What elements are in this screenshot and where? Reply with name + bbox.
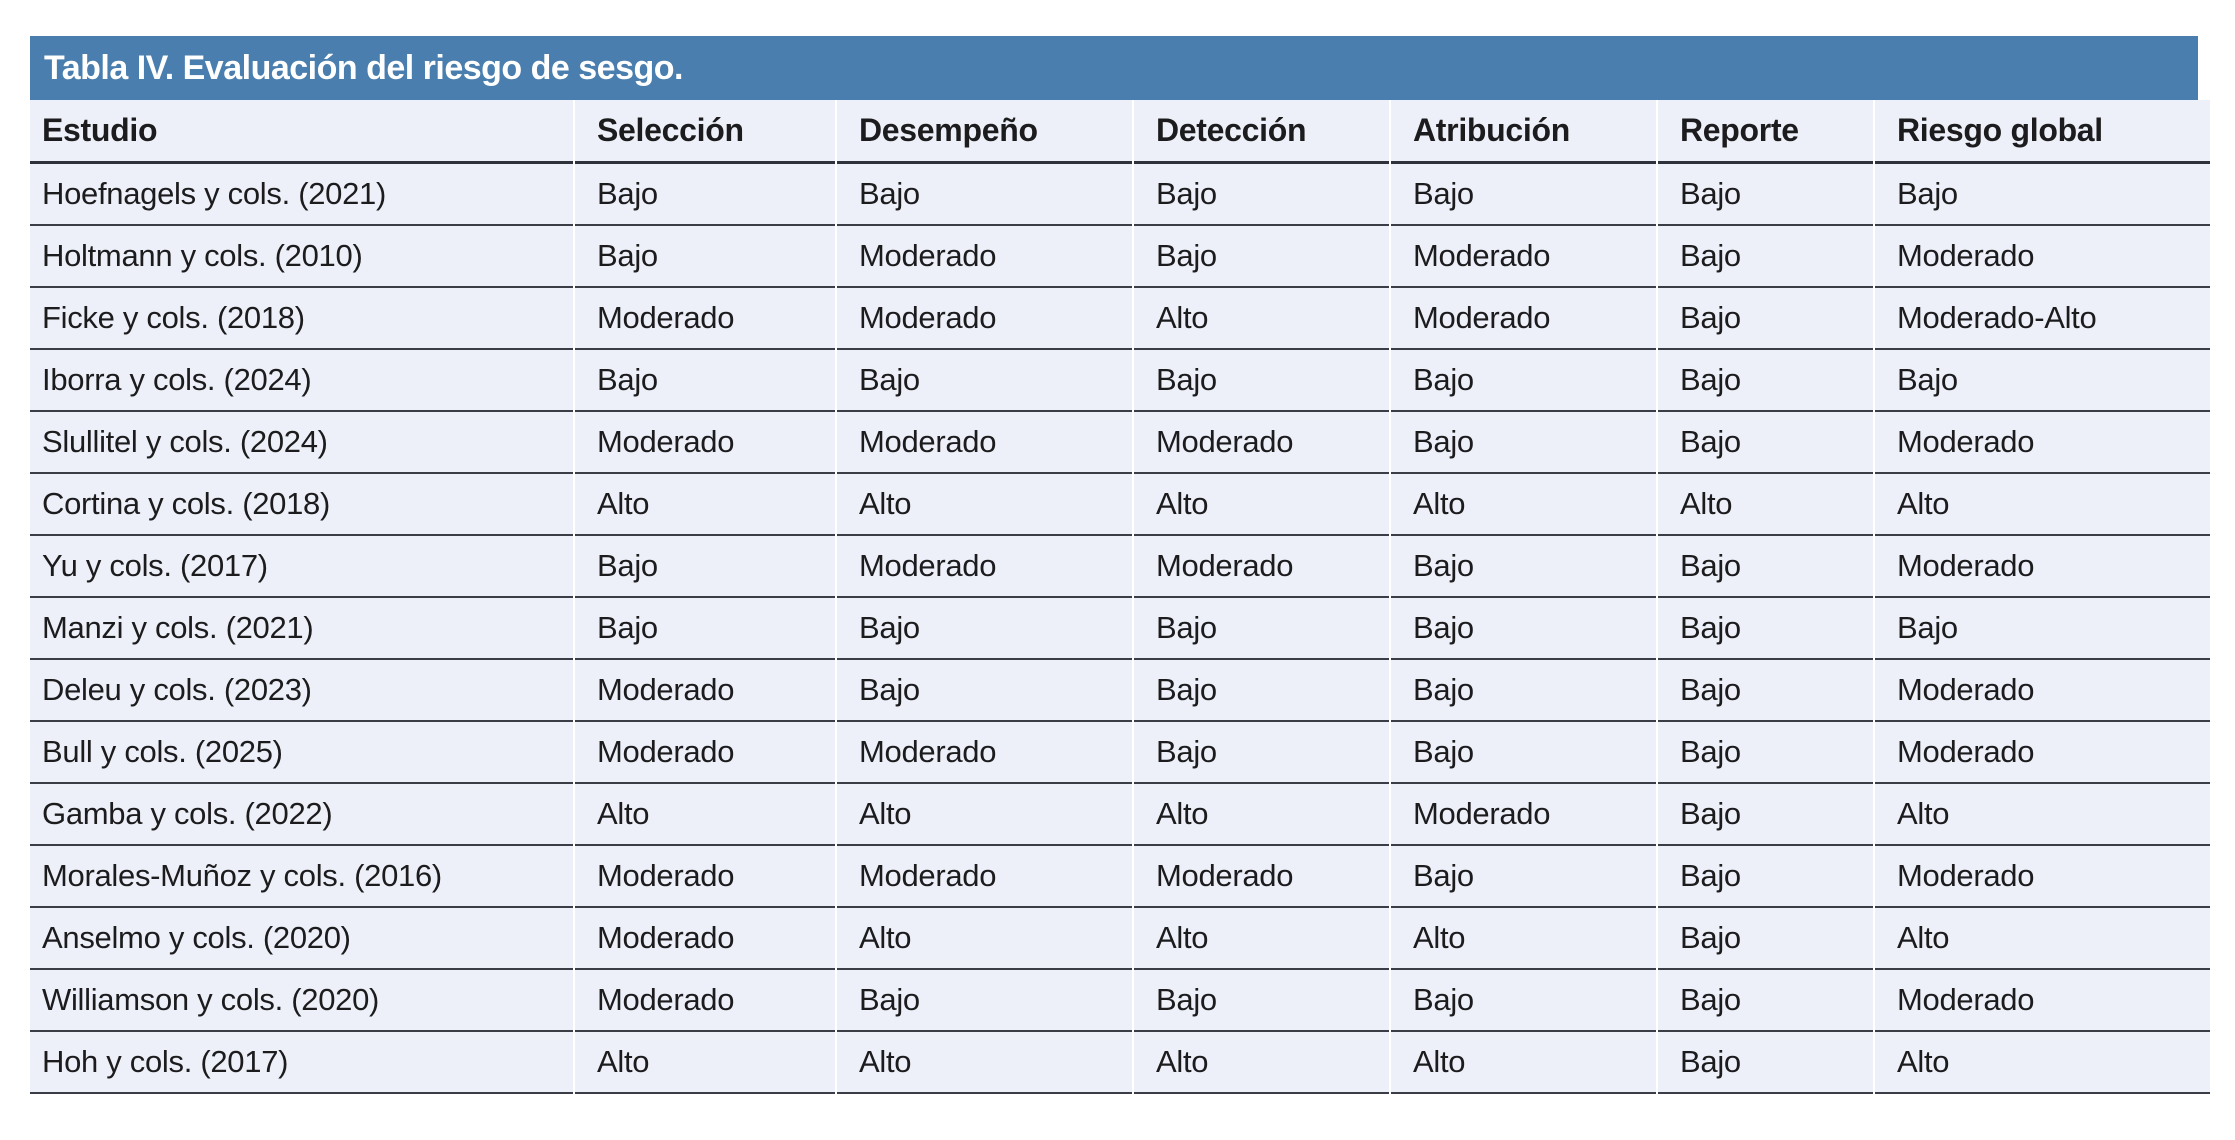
table-row xyxy=(30,474,2210,536)
study-cell: Slullitel y cols. (2024) xyxy=(30,412,573,474)
rating-cell-desempeno: Alto xyxy=(837,1032,1132,1094)
rating-cell-atribucion: Bajo xyxy=(1391,970,1656,1032)
rating-cell-deteccion: Bajo xyxy=(1134,164,1389,226)
table-row xyxy=(30,350,2210,412)
rating-cell-atribucion: Bajo xyxy=(1391,846,1656,908)
rating-cell-riesgo-global: Alto xyxy=(1875,784,2210,846)
table-row xyxy=(30,598,2210,660)
table-row xyxy=(30,536,2210,598)
rating-cell-seleccion: Bajo xyxy=(575,536,835,598)
rating-cell-riesgo-global: Moderado-Alto xyxy=(1875,288,2210,350)
study-cell: Holtmann y cols. (2010) xyxy=(30,226,573,288)
study-cell: Williamson y cols. (2020) xyxy=(30,970,573,1032)
table-row xyxy=(30,288,2210,350)
header-row xyxy=(30,100,2210,164)
rating-cell-atribucion: Bajo xyxy=(1391,598,1656,660)
rating-cell-deteccion: Alto xyxy=(1134,908,1389,970)
study-cell: Iborra y cols. (2024) xyxy=(30,350,573,412)
study-cell: Gamba y cols. (2022) xyxy=(30,784,573,846)
rating-cell-deteccion: Bajo xyxy=(1134,722,1389,784)
rating-cell-seleccion: Bajo xyxy=(575,226,835,288)
rating-cell-seleccion: Moderado xyxy=(575,412,835,474)
table-row xyxy=(30,660,2210,722)
rating-cell-seleccion: Moderado xyxy=(575,660,835,722)
rating-cell-reporte: Bajo xyxy=(1658,226,1873,288)
rating-cell-deteccion: Alto xyxy=(1134,1032,1389,1094)
rating-cell-deteccion: Alto xyxy=(1134,474,1389,536)
rating-cell-atribucion: Bajo xyxy=(1391,722,1656,784)
rating-cell-deteccion: Alto xyxy=(1134,784,1389,846)
rating-cell-seleccion: Alto xyxy=(575,474,835,536)
table-row xyxy=(30,226,2210,288)
rating-cell-seleccion: Alto xyxy=(575,1032,835,1094)
study-cell: Hoefnagels y cols. (2021) xyxy=(30,164,573,226)
rating-cell-deteccion: Bajo xyxy=(1134,350,1389,412)
rating-cell-seleccion: Bajo xyxy=(575,350,835,412)
table-title: Tabla IV. Evaluación del riesgo de sesgo. xyxy=(44,48,683,87)
rating-cell-desempeno: Alto xyxy=(837,784,1132,846)
rating-cell-atribucion: Moderado xyxy=(1391,784,1656,846)
rating-cell-riesgo-global: Bajo xyxy=(1875,164,2210,226)
rating-cell-desempeno: Bajo xyxy=(837,970,1132,1032)
rating-cell-desempeno: Alto xyxy=(837,474,1132,536)
rating-cell-reporte: Bajo xyxy=(1658,1032,1873,1094)
study-cell: Manzi y cols. (2021) xyxy=(30,598,573,660)
rating-cell-riesgo-global: Alto xyxy=(1875,474,2210,536)
rating-cell-seleccion: Moderado xyxy=(575,846,835,908)
rating-cell-seleccion: Moderado xyxy=(575,908,835,970)
table-row xyxy=(30,970,2210,1032)
table-container xyxy=(30,36,2198,1094)
rating-cell-riesgo-global: Moderado xyxy=(1875,722,2210,784)
column-header-desempeno: Desempeño xyxy=(837,100,1132,164)
rating-cell-atribucion: Moderado xyxy=(1391,288,1656,350)
rating-cell-atribucion: Bajo xyxy=(1391,536,1656,598)
rating-cell-seleccion: Moderado xyxy=(575,722,835,784)
rating-cell-seleccion: Bajo xyxy=(575,598,835,660)
rating-cell-riesgo-global: Moderado xyxy=(1875,536,2210,598)
column-header-riesgo-global: Riesgo global xyxy=(1875,100,2210,164)
rating-cell-atribucion: Alto xyxy=(1391,1032,1656,1094)
table-row xyxy=(30,1032,2210,1094)
rating-cell-deteccion: Bajo xyxy=(1134,226,1389,288)
rating-cell-atribucion: Bajo xyxy=(1391,350,1656,412)
rating-cell-deteccion: Alto xyxy=(1134,288,1389,350)
study-cell: Deleu y cols. (2023) xyxy=(30,660,573,722)
rating-cell-desempeno: Bajo xyxy=(837,350,1132,412)
rating-cell-riesgo-global: Moderado xyxy=(1875,970,2210,1032)
rating-cell-desempeno: Moderado xyxy=(837,722,1132,784)
table-row xyxy=(30,908,2210,970)
rating-cell-reporte: Bajo xyxy=(1658,164,1873,226)
rating-cell-atribucion: Bajo xyxy=(1391,660,1656,722)
rating-cell-desempeno: Alto xyxy=(837,908,1132,970)
rating-cell-desempeno: Moderado xyxy=(837,412,1132,474)
column-header-estudio: Estudio xyxy=(30,100,573,164)
rating-cell-seleccion: Moderado xyxy=(575,288,835,350)
rating-cell-reporte: Bajo xyxy=(1658,288,1873,350)
rating-cell-atribucion: Alto xyxy=(1391,908,1656,970)
rating-cell-riesgo-global: Moderado xyxy=(1875,660,2210,722)
rating-cell-reporte: Alto xyxy=(1658,474,1873,536)
table-row xyxy=(30,846,2210,908)
rating-cell-reporte: Bajo xyxy=(1658,970,1873,1032)
rating-cell-reporte: Bajo xyxy=(1658,908,1873,970)
study-cell: Yu y cols. (2017) xyxy=(30,536,573,598)
rating-cell-reporte: Bajo xyxy=(1658,846,1873,908)
rating-cell-desempeno: Moderado xyxy=(837,226,1132,288)
rating-cell-riesgo-global: Moderado xyxy=(1875,226,2210,288)
table-row xyxy=(30,412,2210,474)
table-title-bar xyxy=(30,36,2198,100)
rating-cell-atribucion: Bajo xyxy=(1391,412,1656,474)
rating-cell-deteccion: Moderado xyxy=(1134,846,1389,908)
rating-cell-reporte: Bajo xyxy=(1658,660,1873,722)
rating-cell-desempeno: Moderado xyxy=(837,846,1132,908)
study-cell: Ficke y cols. (2018) xyxy=(30,288,573,350)
rating-cell-atribucion: Moderado xyxy=(1391,226,1656,288)
column-header-reporte: Reporte xyxy=(1658,100,1873,164)
study-cell: Anselmo y cols. (2020) xyxy=(30,908,573,970)
rating-cell-riesgo-global: Moderado xyxy=(1875,412,2210,474)
rating-cell-deteccion: Bajo xyxy=(1134,970,1389,1032)
rating-cell-atribucion: Alto xyxy=(1391,474,1656,536)
rating-cell-desempeno: Bajo xyxy=(837,164,1132,226)
table-row xyxy=(30,784,2210,846)
rating-cell-seleccion: Moderado xyxy=(575,970,835,1032)
rating-cell-riesgo-global: Bajo xyxy=(1875,350,2210,412)
rating-cell-deteccion: Bajo xyxy=(1134,660,1389,722)
table-row xyxy=(30,722,2210,784)
column-header-atribucion: Atribución xyxy=(1391,100,1656,164)
rating-cell-reporte: Bajo xyxy=(1658,722,1873,784)
study-cell: Hoh y cols. (2017) xyxy=(30,1032,573,1094)
column-header-seleccion: Selección xyxy=(575,100,835,164)
table-body xyxy=(30,164,2210,1094)
table-header xyxy=(30,100,2210,164)
study-cell: Bull y cols. (2025) xyxy=(30,722,573,784)
rating-cell-riesgo-global: Alto xyxy=(1875,1032,2210,1094)
column-header-deteccion: Detección xyxy=(1134,100,1389,164)
rating-cell-reporte: Bajo xyxy=(1658,536,1873,598)
rating-cell-seleccion: Alto xyxy=(575,784,835,846)
rating-cell-deteccion: Moderado xyxy=(1134,536,1389,598)
rating-cell-desempeno: Bajo xyxy=(837,660,1132,722)
table-row xyxy=(30,164,2210,226)
rating-cell-desempeno: Bajo xyxy=(837,598,1132,660)
rating-cell-deteccion: Bajo xyxy=(1134,598,1389,660)
rating-cell-desempeno: Moderado xyxy=(837,536,1132,598)
rating-cell-riesgo-global: Moderado xyxy=(1875,846,2210,908)
rating-cell-deteccion: Moderado xyxy=(1134,412,1389,474)
rating-cell-desempeno: Moderado xyxy=(837,288,1132,350)
rating-cell-atribucion: Bajo xyxy=(1391,164,1656,226)
risk-of-bias-table xyxy=(28,100,2212,1094)
rating-cell-riesgo-global: Alto xyxy=(1875,908,2210,970)
study-cell: Morales-Muñoz y cols. (2016) xyxy=(30,846,573,908)
rating-cell-riesgo-global: Bajo xyxy=(1875,598,2210,660)
rating-cell-seleccion: Bajo xyxy=(575,164,835,226)
rating-cell-reporte: Bajo xyxy=(1658,784,1873,846)
rating-cell-reporte: Bajo xyxy=(1658,350,1873,412)
rating-cell-reporte: Bajo xyxy=(1658,412,1873,474)
rating-cell-reporte: Bajo xyxy=(1658,598,1873,660)
study-cell: Cortina y cols. (2018) xyxy=(30,474,573,536)
